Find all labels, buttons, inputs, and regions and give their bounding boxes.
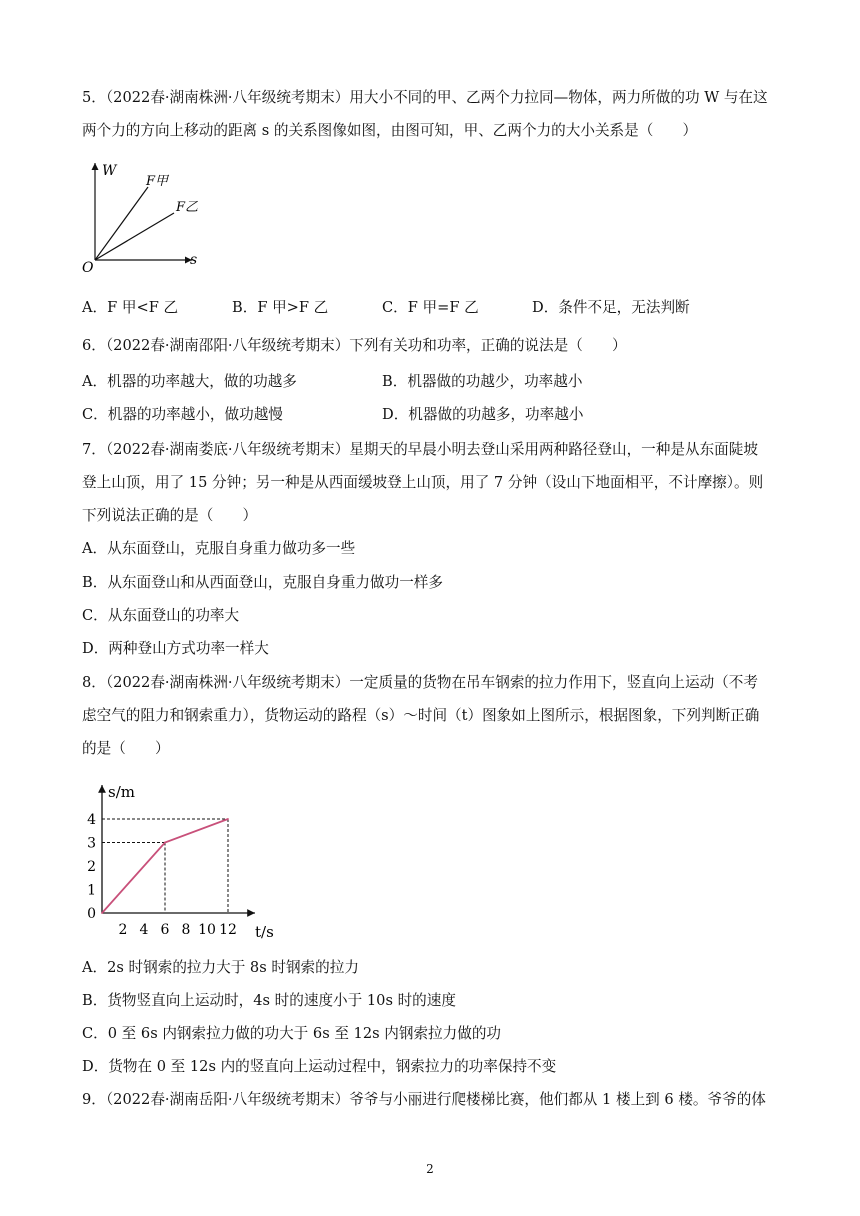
chart-data-point xyxy=(227,818,229,820)
chart-data-point xyxy=(101,912,103,914)
q7-option-a[interactable]: A．从东面登山，克服自身重力做功多一些 xyxy=(82,540,356,557)
q6-stem-line1: 6．（2022春·湖南邵阳·八年级统考期末）下列有关功和功率，正确的说法是（ ） xyxy=(82,337,627,354)
chart-y-tick-label: 1 xyxy=(87,882,96,899)
page-number: 2 xyxy=(426,1162,434,1176)
chart-y-tick-label: 4 xyxy=(87,812,96,828)
chart-x-tick-label: 2 xyxy=(118,922,128,938)
q7-option-c[interactable]: C．从东面登山的功率大 xyxy=(82,607,240,624)
chart-x-tick-label: 12 xyxy=(219,922,237,938)
q9-stem-line1: 9．（2022春·湖南岳阳·八年级统考期末）爷爷与小丽进行爬楼梯比赛，他们都从 1 楼上到 6 楼。爷爷的体 xyxy=(82,1091,766,1108)
q6-option-d[interactable]: D．机器做的功越多，功率越小 xyxy=(382,406,584,423)
q6-option-b[interactable]: B．机器做的功越少，功率越小 xyxy=(382,373,583,390)
q5-option-a[interactable]: A．F 甲<F 乙 xyxy=(82,299,179,316)
q5-line-b-label: F乙 xyxy=(176,200,199,215)
q5-x-axis-label: s xyxy=(190,252,198,268)
chart-x-tick-label: 8 xyxy=(181,922,191,938)
q7-stem-line2: 登上山顶，用了 15 分钟；另一种是从西面缓坡登上山顶，用了 7 分钟（设山下地面相平，不计摩擦）。则 xyxy=(82,474,764,491)
q5-stem-line1: 5．（2022春·湖南株洲·八年级统考期末）用大小不同的甲、乙两个力拉同—物体，两力所做的功 W 与在这 xyxy=(82,89,768,106)
q5-y-axis-label: W xyxy=(102,163,117,179)
q7-option-d[interactable]: D．两种登山方式功率一样大 xyxy=(82,640,269,657)
q5-line-f-jia xyxy=(95,187,148,260)
chart-x-tick-label: 6 xyxy=(160,922,170,938)
q5-origin-label: O xyxy=(82,260,94,275)
q6-option-a[interactable]: A．机器的功率越大，做的功越多 xyxy=(82,373,297,390)
chart-data-point xyxy=(164,842,166,844)
q5-option-d[interactable]: D．条件不足，无法判断 xyxy=(532,299,690,316)
chart-x-label: t/s xyxy=(255,923,274,941)
q8-option-b[interactable]: B．货物竖直向上运动时，4s 时的速度小于 10s 时的速度 xyxy=(82,992,456,1009)
chart-x-tick-label: 10 xyxy=(198,922,216,938)
chart-y-label: s/m xyxy=(108,783,135,801)
chart-y-tick-label: 2 xyxy=(87,859,96,875)
q8-distance-time-chart xyxy=(80,775,280,945)
q8-option-d[interactable]: D．货物在 0 至 12s 内的竖直向上运动过程中，钢索拉力的功率保持不变 xyxy=(82,1058,557,1075)
q5-line-f-yi xyxy=(95,213,174,260)
q5-option-c[interactable]: C．F 甲=F 乙 xyxy=(382,299,479,316)
q8-stem-line3: 的是（ ） xyxy=(82,740,170,757)
chart-y-tick-label: 0 xyxy=(87,906,96,922)
chart-x-tick-label: 4 xyxy=(139,922,149,938)
q7-stem-line3: 下列说法正确的是（ ） xyxy=(82,507,258,524)
chart-y-tick-label: 3 xyxy=(87,835,96,852)
q6-option-c[interactable]: C．机器的功率越小，做功越慢 xyxy=(82,406,283,423)
q5-option-b[interactable]: B．F 甲>F 乙 xyxy=(232,299,329,316)
q8-stem-line1: 8．（2022春·湖南株洲·八年级统考期末）一定质量的货物在吊车钢索的拉力作用下，竖直向上运动（不考 xyxy=(82,674,758,691)
q8-stem-line2: 虑空气的阻力和钢索重力），货物运动的路程（s）～时间（t）图象如上图所示，根据图象，下列判断正确 xyxy=(82,707,760,724)
q7-stem-line1: 7．（2022春·湖南娄底·八年级统考期末）星期天的早晨小明去登山采用两种路径登山，一种是从东面陡坡 xyxy=(82,441,758,458)
q5-stem-line2: 两个力的方向上移动的距离 s 的关系图像如图，由图可知，甲、乙两个力的大小关系是（ ） xyxy=(82,122,698,139)
q8-option-c[interactable]: C．0 至 6s 内钢索拉力做的功大于 6s 至 12s 内钢索拉力做的功 xyxy=(82,1025,502,1042)
q5-work-distance-graph xyxy=(80,155,210,275)
q5-line-a-label: F甲 xyxy=(146,174,169,189)
q8-option-a[interactable]: A．2s 时钢索的拉力大于 8s 时钢索的拉力 xyxy=(82,959,359,976)
q7-option-b[interactable]: B．从东面登山和从西面登山，克服自身重力做功一样多 xyxy=(82,574,443,591)
